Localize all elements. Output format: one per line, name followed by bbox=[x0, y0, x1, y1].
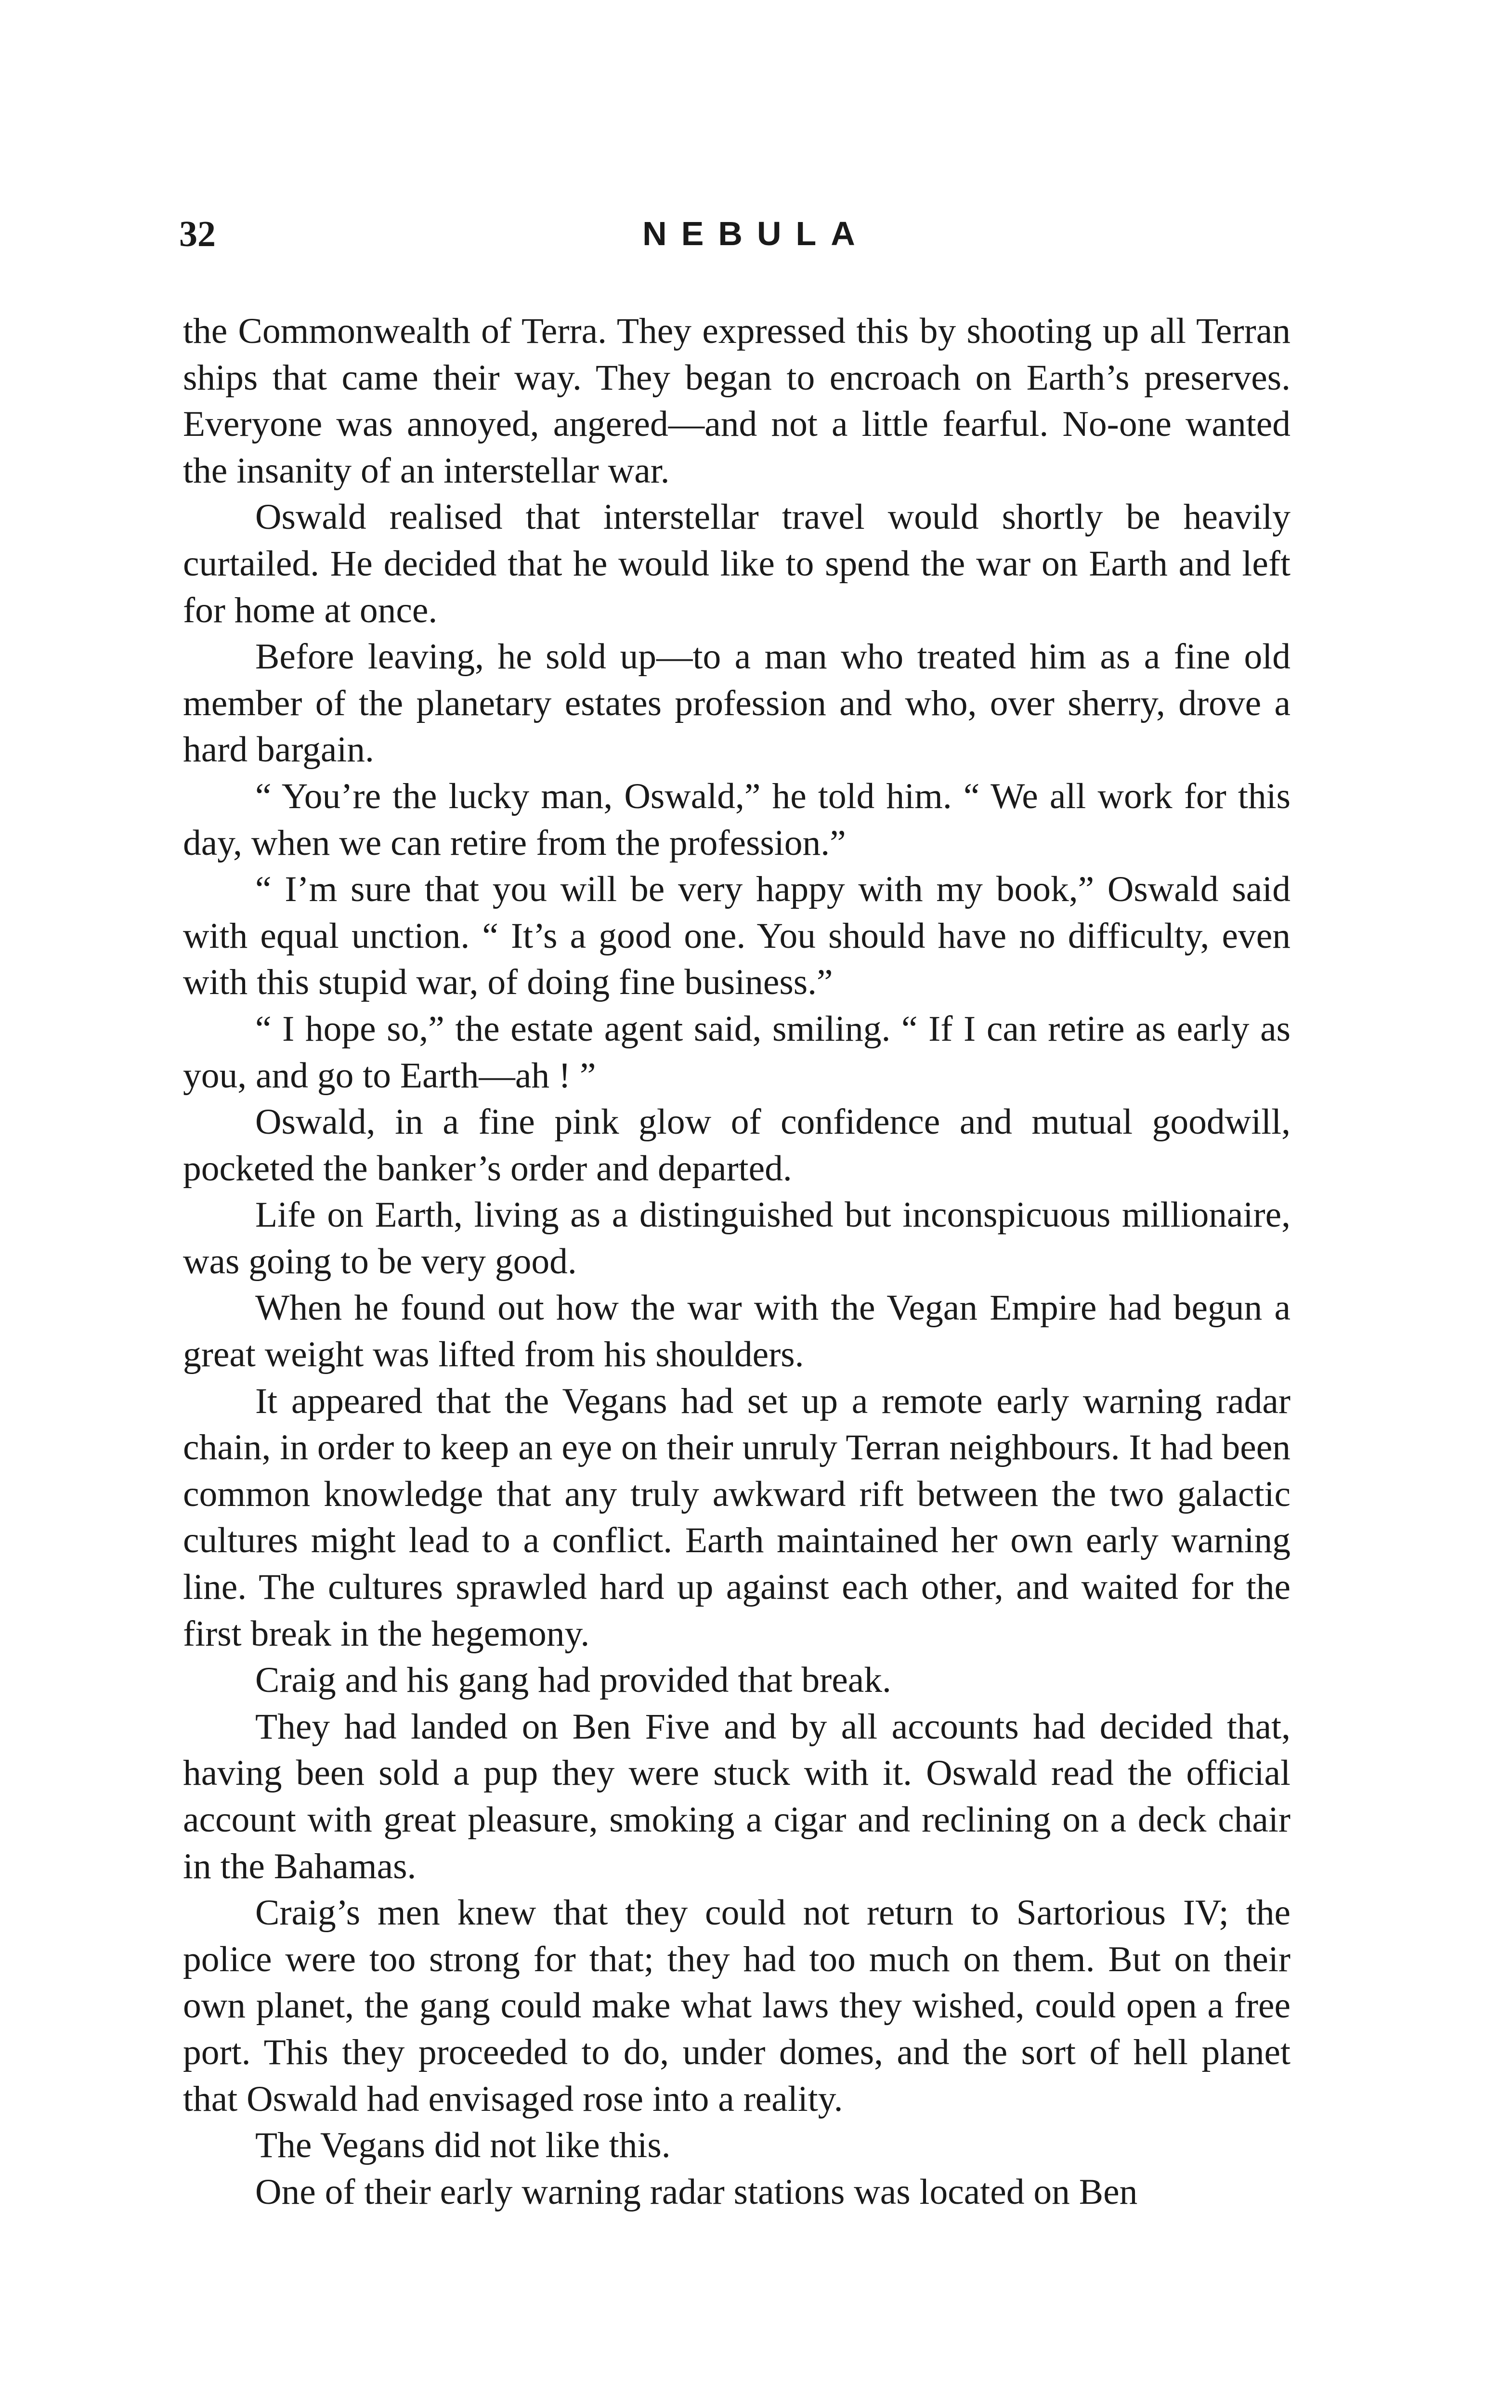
paragraph: Oswald realised that interstellar travel would shortly be heavily curtailed. He decided that he would like to spend the war on Earth and left for home at once. bbox=[183, 497, 1290, 630]
paragraph: Oswald, in a fine pink glow of confidence and mutual goodwill, pocketed the banker’s order and departed. bbox=[183, 1102, 1290, 1189]
page-number: 32 bbox=[179, 214, 216, 254]
paragraph: “ You’re the lucky man, Oswald,” he told him. “ We all work for this day, when we can retire from the profession.” bbox=[183, 776, 1290, 863]
paragraph: They had landed on Ben Five and by all accounts had decided that, having been sold a pup they were stuck with it. Oswald read the official account with great pleasure, smoking a cigar and reclining on a deck chair in the Bahamas. bbox=[183, 1706, 1290, 1886]
body-text bbox=[183, 308, 1290, 2215]
paragraph: “ I’m sure that you will be very happy with my book,” Oswald said with equal unction. “ It’s a good one. You should have no difficulty, even with this stupid war, of doing fine business.” bbox=[183, 869, 1290, 1003]
paragraph: One of their early warning radar stations was located on Ben bbox=[255, 2172, 1138, 2212]
paragraph: the Commonwealth of Terra. They expressed this by shooting up all Terran ships that came their way. They began to encroach on Earth’s preserves. Everyone was annoyed, angered—and not a little fearful. No-one wanted the insanity of an interstellar war. bbox=[183, 311, 1290, 491]
paragraph: Craig and his gang had provided that break. bbox=[255, 1660, 891, 1701]
paragraph: Craig’s men knew that they could not return to Sartorious IV; the police were too strong for that; they had too much on them. But on their own planet, the gang could make what laws they wished, could open a free port. This they proceeded to do, under domes, and the sort of hell planet that Oswald had envisaged rose into a reality. bbox=[183, 1893, 1290, 2119]
running-head: NEBULA bbox=[642, 215, 870, 252]
paragraph: When he found out how the war with the Vegan Empire had begun a great weight was lifted from his shoulders. bbox=[183, 1288, 1290, 1375]
paragraph: The Vegans did not like this. bbox=[255, 2125, 671, 2166]
paragraph: “ I hope so,” the estate agent said, smiling. “ If I can retire as early as you, and go to Earth—ah ! ” bbox=[183, 1008, 1290, 1096]
paragraph: Before leaving, he sold up—to a man who treated him as a fine old member of the planetary estates profession and who, over sherry, drove a hard bargain. bbox=[183, 637, 1290, 770]
paragraph: Life on Earth, living as a distinguished but inconspicuous millionaire, was going to be very good. bbox=[183, 1195, 1290, 1282]
paragraph: It appeared that the Vegans had set up a remote early warning radar chain, in order to keep an eye on their unruly Terran neighbours. It had been common knowledge that any truly awkward rift between the two galactic cultures might lead to a conflict. Earth maintained her own early warning line. The cultures sprawled hard up against each other, and waited for the first break in the hegemony. bbox=[183, 1381, 1290, 1654]
